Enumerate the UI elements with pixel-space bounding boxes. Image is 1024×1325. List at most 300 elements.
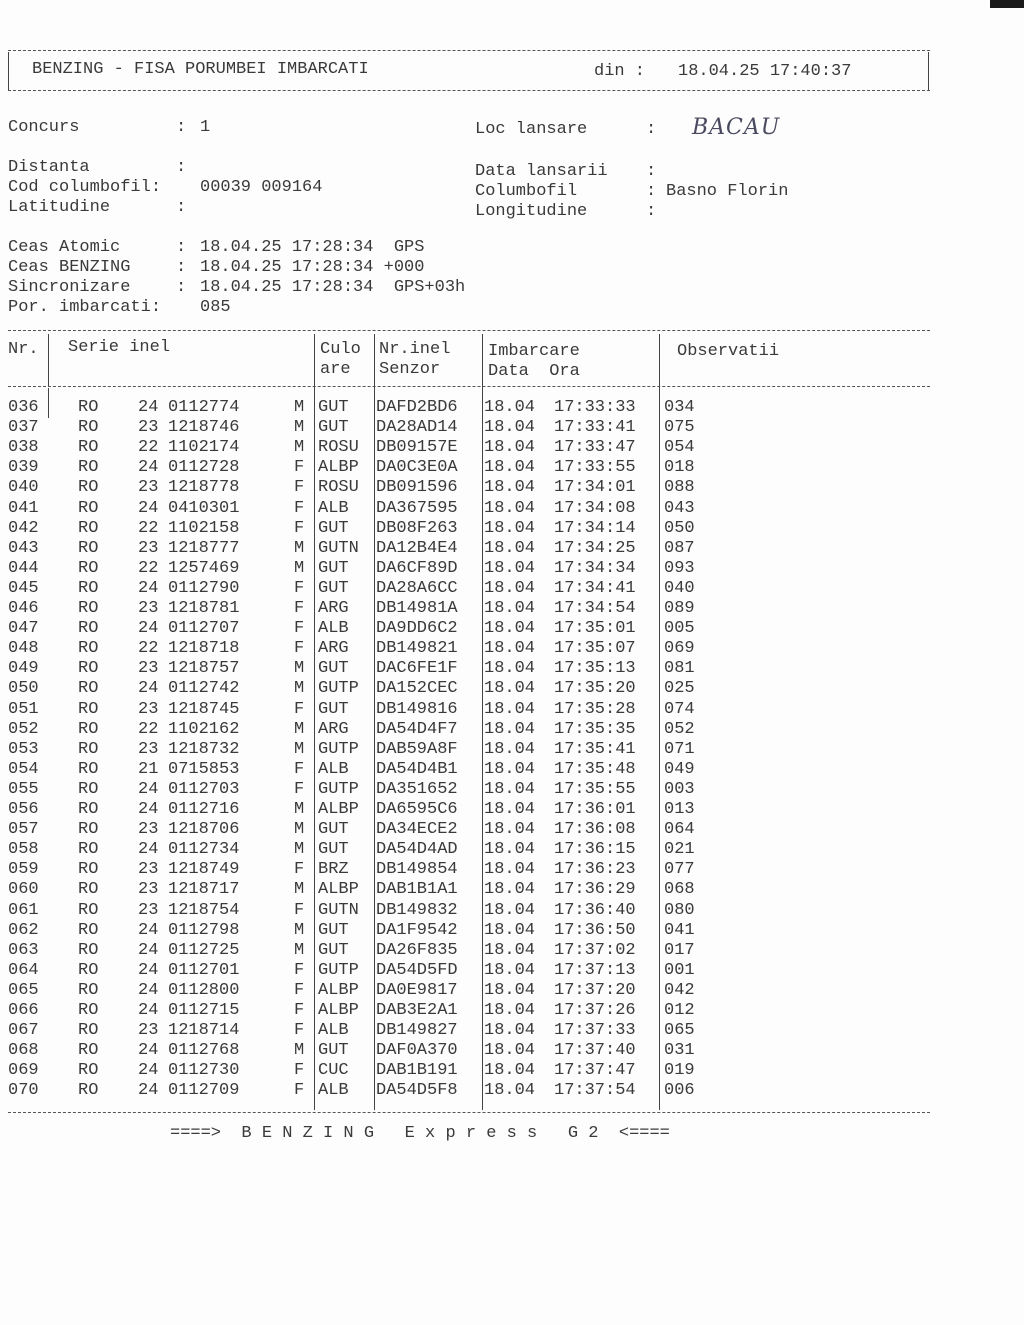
document-title: BENZING - FISA PORUMBEI IMBARCATI — [32, 60, 369, 79]
col-header-culoare-1: Culo — [320, 340, 361, 359]
cell-sex: M — [294, 438, 305, 458]
cell-culoare: ALBP — [318, 1001, 359, 1020]
cell-tara: RO — [78, 458, 99, 478]
cell-tara: RO — [78, 860, 99, 880]
cell-tara: RO — [78, 398, 99, 417]
cell-tara: RO — [78, 820, 99, 840]
cell-senzor: DAB1B1A1 — [376, 880, 458, 900]
ceas-atomic-colon: : — [176, 238, 187, 257]
cell-culoare: CUC — [318, 1061, 349, 1081]
table-row — [8, 438, 1008, 458]
cell-an: 24 — [138, 578, 159, 598]
table-row — [8, 1081, 1008, 1101]
cell-senzor: DB091596 — [376, 478, 458, 498]
loc-lansare-label: Loc lansare — [475, 120, 588, 139]
table-bottom-rule — [8, 1112, 930, 1113]
cell-ora: 17:35:55 — [554, 779, 636, 799]
cell-culoare: GUTP — [318, 679, 359, 699]
cell-data: 18.04 — [484, 659, 536, 679]
cell-data: 18.04 — [484, 940, 536, 960]
cell-observatii: 081 — [664, 659, 695, 679]
cell-ora: 17:34:01 — [554, 478, 636, 498]
table-row — [8, 760, 1008, 780]
table-row — [8, 961, 1008, 981]
cell-an: 23 — [138, 820, 159, 840]
cell-senzor: DA54D4F7 — [376, 719, 458, 739]
cell-culoare: GUT — [318, 1041, 349, 1061]
loc-lansare-colon: : — [646, 120, 657, 139]
por-imbarcati-value: 085 — [200, 298, 231, 317]
cell-senzor: DA0C3E0A — [376, 458, 458, 478]
cell-tara: RO — [78, 840, 99, 860]
cell-culoare: ARG — [318, 639, 349, 659]
cell-senzor: DA26F835 — [376, 940, 458, 960]
cell-culoare: ROSU — [318, 478, 359, 498]
cell-senzor: DA12B4E4 — [376, 538, 458, 558]
cell-inel: 0112701 — [168, 960, 240, 980]
cell-observatii: 069 — [664, 639, 695, 659]
cell-inel: 0112798 — [168, 920, 240, 940]
cell-ora: 17:37:33 — [554, 1021, 636, 1041]
cell-tara: RO — [78, 920, 99, 940]
cell-nr: 061 — [8, 900, 39, 920]
cell-culoare: GUT — [318, 699, 349, 719]
cell-senzor: DAB1B191 — [376, 1061, 458, 1081]
cell-inel: 0112725 — [168, 940, 240, 960]
cell-culoare: ALB — [318, 1021, 349, 1041]
cell-nr: 053 — [8, 739, 39, 759]
cell-an: 24 — [138, 980, 159, 1000]
cell-nr: 054 — [8, 759, 39, 779]
cell-sex: M — [294, 398, 305, 417]
table-row — [8, 1021, 1008, 1041]
cell-nr: 065 — [8, 980, 39, 1000]
cell-an: 24 — [138, 1061, 159, 1081]
cell-inel: 0112800 — [168, 980, 240, 1000]
cell-sex: F — [294, 458, 305, 478]
cell-sex: M — [294, 1041, 305, 1061]
cell-data: 18.04 — [484, 900, 536, 920]
cell-an: 24 — [138, 779, 159, 799]
cell-senzor: DAC6FE1F — [376, 659, 458, 679]
cell-ora: 17:34:54 — [554, 599, 636, 618]
cell-tara: RO — [78, 940, 99, 960]
cell-tara: RO — [78, 1081, 99, 1101]
cell-tara: RO — [78, 659, 99, 679]
cell-ora: 17:35:28 — [554, 699, 636, 719]
cell-observatii: 013 — [664, 800, 695, 819]
cell-tara: RO — [78, 980, 99, 1000]
cell-senzor: DA54D4AD — [376, 840, 458, 860]
cell-sex: M — [294, 659, 305, 679]
latitudine-label: Latitudine — [8, 198, 111, 217]
cell-senzor: DA6CF89D — [376, 558, 458, 578]
distanta-label: Distanta — [8, 158, 90, 177]
cell-an: 24 — [138, 619, 159, 639]
cell-nr: 044 — [8, 558, 39, 578]
cell-nr: 048 — [8, 639, 39, 659]
cell-senzor: DA34ECE2 — [376, 820, 458, 840]
cell-inel: 1102158 — [168, 518, 240, 538]
header-right-border — [928, 52, 929, 90]
cell-tara: RO — [78, 699, 99, 719]
cell-sex: F — [294, 980, 305, 1000]
cell-culoare: GUT — [318, 920, 349, 940]
cell-ora: 17:36:15 — [554, 840, 636, 860]
cell-inel: 0112734 — [168, 840, 240, 860]
cell-nr: 047 — [8, 619, 39, 639]
cell-culoare: GUT — [318, 578, 349, 598]
col-header-inel-2: Senzor — [379, 360, 441, 379]
cell-inel: 0112728 — [168, 458, 240, 478]
col-header-nr: Nr. — [8, 340, 39, 359]
table-row — [8, 700, 1008, 720]
cell-culoare: GUTP — [318, 779, 359, 799]
cell-an: 24 — [138, 398, 159, 417]
cell-sex: M — [294, 538, 305, 558]
cell-inel: 0715853 — [168, 759, 240, 779]
cell-data: 18.04 — [484, 719, 536, 739]
cell-senzor: DB149827 — [376, 1021, 458, 1041]
col-header-observatii: Observatii — [677, 342, 780, 361]
cell-sex: F — [294, 599, 305, 618]
cell-ora: 17:37:26 — [554, 1001, 636, 1020]
cell-ora: 17:37:54 — [554, 1081, 636, 1101]
cell-ora: 17:35:20 — [554, 679, 636, 699]
table-header-rule — [8, 386, 930, 387]
cell-senzor: DA367595 — [376, 498, 458, 518]
cell-senzor: DA351652 — [376, 779, 458, 799]
cell-ora: 17:37:40 — [554, 1041, 636, 1061]
cell-culoare: GUTN — [318, 538, 359, 558]
cell-an: 23 — [138, 478, 159, 498]
cell-an: 23 — [138, 1021, 159, 1041]
cell-culoare: GUT — [318, 518, 349, 538]
cell-an: 22 — [138, 639, 159, 659]
cell-an: 24 — [138, 498, 159, 518]
cell-observatii: 005 — [664, 619, 695, 639]
cell-sex: M — [294, 739, 305, 759]
cell-sex: M — [294, 920, 305, 940]
cell-tara: RO — [78, 478, 99, 498]
cell-sex: F — [294, 478, 305, 498]
cell-data: 18.04 — [484, 699, 536, 719]
cell-sex: M — [294, 940, 305, 960]
cell-tara: RO — [78, 1041, 99, 1061]
cell-an: 21 — [138, 759, 159, 779]
table-row — [8, 901, 1008, 921]
cell-observatii: 025 — [664, 679, 695, 699]
cell-inel: 1218749 — [168, 860, 240, 880]
table-row — [8, 800, 1008, 820]
cell-an: 23 — [138, 418, 159, 438]
cell-data: 18.04 — [484, 820, 536, 840]
cell-culoare: GUT — [318, 398, 349, 417]
cell-senzor: DAB3E2A1 — [376, 1001, 458, 1020]
cell-tara: RO — [78, 779, 99, 799]
cell-data: 18.04 — [484, 779, 536, 799]
cell-inel: 1218717 — [168, 880, 240, 900]
cell-inel: 1218718 — [168, 639, 240, 659]
cell-inel: 1102174 — [168, 438, 240, 458]
cell-sex: M — [294, 719, 305, 739]
cell-an: 24 — [138, 920, 159, 940]
cell-ora: 17:34:08 — [554, 498, 636, 518]
cell-nr: 040 — [8, 478, 39, 498]
cell-senzor: DB149854 — [376, 860, 458, 880]
cell-data: 18.04 — [484, 1021, 536, 1041]
cell-data: 18.04 — [484, 800, 536, 819]
cell-an: 23 — [138, 659, 159, 679]
cell-tara: RO — [78, 639, 99, 659]
cell-an: 23 — [138, 739, 159, 759]
cell-sex: F — [294, 779, 305, 799]
ceas-benzing-value: 18.04.25 17:28:34 +000 — [200, 258, 425, 277]
cell-data: 18.04 — [484, 1041, 536, 1061]
cell-tara: RO — [78, 900, 99, 920]
footer-brand: ====> B E N Z I N G E x p r e s s G 2 <==== — [170, 1124, 670, 1143]
ceas-benzing-label: Ceas BENZING — [8, 258, 131, 277]
cell-inel: 0112709 — [168, 1081, 240, 1101]
cell-sex: F — [294, 1021, 305, 1041]
cell-nr: 043 — [8, 538, 39, 558]
cell-tara: RO — [78, 880, 99, 900]
cod-columbofil-value: 00039 009164 — [200, 178, 323, 197]
cell-inel: 1218732 — [168, 739, 240, 759]
cell-sex: F — [294, 860, 305, 880]
cell-inel: 0410301 — [168, 498, 240, 518]
cell-tara: RO — [78, 1001, 99, 1020]
cell-ora: 17:34:25 — [554, 538, 636, 558]
cell-observatii: 043 — [664, 498, 695, 518]
cell-inel: 1102162 — [168, 719, 240, 739]
cell-sex: M — [294, 840, 305, 860]
cell-nr: 041 — [8, 498, 39, 518]
cell-tara: RO — [78, 739, 99, 759]
cell-culoare: ARG — [318, 719, 349, 739]
cell-tara: RO — [78, 1021, 99, 1041]
cell-sex: F — [294, 759, 305, 779]
cell-nr: 045 — [8, 578, 39, 598]
cell-inel: 1257469 — [168, 558, 240, 578]
table-row — [8, 519, 1008, 539]
table-row — [8, 418, 1008, 438]
cell-inel: 1218706 — [168, 820, 240, 840]
cell-an: 22 — [138, 719, 159, 739]
cell-observatii: 040 — [664, 578, 695, 598]
cell-nr: 038 — [8, 438, 39, 458]
table-row — [8, 619, 1008, 639]
table-row — [8, 599, 1008, 619]
data-lansarii-colon: : — [646, 162, 657, 181]
cell-inel: 1218781 — [168, 599, 240, 618]
col-header-imbarcare-2: Data Ora — [488, 362, 580, 381]
cell-culoare: ALBP — [318, 880, 359, 900]
header-bottom-rule — [8, 90, 930, 91]
cell-tara: RO — [78, 599, 99, 618]
cell-sex: F — [294, 578, 305, 598]
cell-observatii: 077 — [664, 860, 695, 880]
cell-tara: RO — [78, 558, 99, 578]
table-row — [8, 639, 1008, 659]
cell-tara: RO — [78, 578, 99, 598]
cell-senzor: DAFD2BD6 — [376, 398, 458, 417]
table-row — [8, 880, 1008, 900]
cell-data: 18.04 — [484, 619, 536, 639]
cell-an: 24 — [138, 1041, 159, 1061]
cell-inel: 0112707 — [168, 619, 240, 639]
cell-culoare: GUT — [318, 418, 349, 438]
table-row — [8, 820, 1008, 840]
table-row — [8, 478, 1008, 498]
cell-ora: 17:36:01 — [554, 800, 636, 819]
cell-ora: 17:37:13 — [554, 960, 636, 980]
col-header-imbarcare-1: Imbarcare — [488, 342, 580, 361]
cell-inel: 0112730 — [168, 1061, 240, 1081]
cell-an: 23 — [138, 860, 159, 880]
cell-tara: RO — [78, 498, 99, 518]
cell-nr: 057 — [8, 820, 39, 840]
cell-culoare: BRZ — [318, 860, 349, 880]
cell-an: 24 — [138, 1001, 159, 1020]
cell-data: 18.04 — [484, 1081, 536, 1101]
cell-nr: 051 — [8, 699, 39, 719]
cell-ora: 17:33:33 — [554, 398, 636, 417]
cell-data: 18.04 — [484, 599, 536, 618]
ceas-benzing-colon: : — [176, 258, 187, 277]
col-header-inel-1: Nr.inel — [379, 340, 451, 359]
cell-an: 24 — [138, 960, 159, 980]
cell-observatii: 003 — [664, 779, 695, 799]
cell-an: 23 — [138, 538, 159, 558]
cell-data: 18.04 — [484, 478, 536, 498]
table-row — [8, 780, 1008, 800]
cell-data: 18.04 — [484, 960, 536, 980]
cell-culoare: ALBP — [318, 980, 359, 1000]
cell-observatii: 012 — [664, 1001, 695, 1020]
cell-data: 18.04 — [484, 418, 536, 438]
cell-ora: 17:37:02 — [554, 940, 636, 960]
cell-an: 23 — [138, 699, 159, 719]
cell-an: 23 — [138, 880, 159, 900]
cell-data: 18.04 — [484, 398, 536, 417]
cell-nr: 070 — [8, 1081, 39, 1101]
header-top-rule — [8, 50, 930, 51]
cell-senzor: DA152CEC — [376, 679, 458, 699]
cell-senzor: DB149821 — [376, 639, 458, 659]
cell-tara: RO — [78, 518, 99, 538]
cell-data: 18.04 — [484, 980, 536, 1000]
cell-ora: 17:36:08 — [554, 820, 636, 840]
cell-observatii: 075 — [664, 418, 695, 438]
cell-sex: M — [294, 880, 305, 900]
table-row — [8, 398, 1008, 418]
cell-senzor: DA54D4B1 — [376, 759, 458, 779]
cell-an: 24 — [138, 458, 159, 478]
cell-sex: F — [294, 900, 305, 920]
col-header-serie: Serie inel — [68, 338, 171, 357]
cell-nr: 042 — [8, 518, 39, 538]
concurs-colon: : — [176, 118, 187, 137]
cell-ora: 17:33:47 — [554, 438, 636, 458]
table-row — [8, 1041, 1008, 1061]
cell-data: 18.04 — [484, 920, 536, 940]
cell-nr: 039 — [8, 458, 39, 478]
cell-observatii: 001 — [664, 960, 695, 980]
cell-nr: 037 — [8, 418, 39, 438]
cell-nr: 052 — [8, 719, 39, 739]
loc-lansare-handwritten: BACAU — [692, 115, 781, 140]
table-row — [8, 458, 1008, 478]
cell-nr: 058 — [8, 840, 39, 860]
din-label: din : — [594, 62, 646, 81]
din-timestamp: 18.04.25 17:40:37 — [678, 62, 852, 81]
cell-observatii: 017 — [664, 940, 695, 960]
cell-senzor: DA28AD14 — [376, 418, 458, 438]
table-row — [8, 539, 1008, 559]
table-row — [8, 720, 1008, 740]
cell-data: 18.04 — [484, 1061, 536, 1081]
cell-culoare: ALB — [318, 759, 349, 779]
cell-ora: 17:35:48 — [554, 759, 636, 779]
cell-sex: F — [294, 498, 305, 518]
cell-inel: 0112790 — [168, 578, 240, 598]
cell-observatii: 019 — [664, 1061, 695, 1081]
cell-ora: 17:35:41 — [554, 739, 636, 759]
cell-senzor: DB08F263 — [376, 518, 458, 538]
scan-edge-mark — [990, 0, 1024, 8]
concurs-label: Concurs — [8, 118, 80, 137]
cell-observatii: 089 — [664, 599, 695, 618]
longitudine-label: Longitudine — [475, 202, 588, 221]
cell-tara: RO — [78, 418, 99, 438]
cell-senzor: DA1F9542 — [376, 920, 458, 940]
cell-tara: RO — [78, 759, 99, 779]
table-row — [8, 941, 1008, 961]
cell-data: 18.04 — [484, 518, 536, 538]
cell-culoare: GUT — [318, 820, 349, 840]
table-row — [8, 579, 1008, 599]
cell-observatii: 052 — [664, 719, 695, 739]
cell-senzor: DB149816 — [376, 699, 458, 719]
cell-culoare: GUT — [318, 940, 349, 960]
cell-observatii: 071 — [664, 739, 695, 759]
cell-an: 24 — [138, 940, 159, 960]
cell-sex: M — [294, 800, 305, 819]
cell-observatii: 042 — [664, 980, 695, 1000]
cell-sex: F — [294, 1061, 305, 1081]
cell-ora: 17:35:01 — [554, 619, 636, 639]
table-row — [8, 659, 1008, 679]
cell-nr: 055 — [8, 779, 39, 799]
cell-ora: 17:34:14 — [554, 518, 636, 538]
cell-observatii: 006 — [664, 1081, 695, 1101]
distanta-colon: : — [176, 158, 187, 177]
cell-sex: M — [294, 558, 305, 578]
cell-data: 18.04 — [484, 880, 536, 900]
cell-senzor: DA28A6CC — [376, 578, 458, 598]
cell-data: 18.04 — [484, 1001, 536, 1020]
cell-senzor: DAB59A8F — [376, 739, 458, 759]
cell-nr: 036 — [8, 398, 39, 417]
cell-an: 22 — [138, 558, 159, 578]
col-sep-nr-header — [48, 334, 49, 386]
cell-inel: 1218745 — [168, 699, 240, 719]
cell-observatii: 021 — [664, 840, 695, 860]
cell-sex: M — [294, 820, 305, 840]
cell-an: 24 — [138, 800, 159, 819]
cell-ora: 17:37:47 — [554, 1061, 636, 1081]
